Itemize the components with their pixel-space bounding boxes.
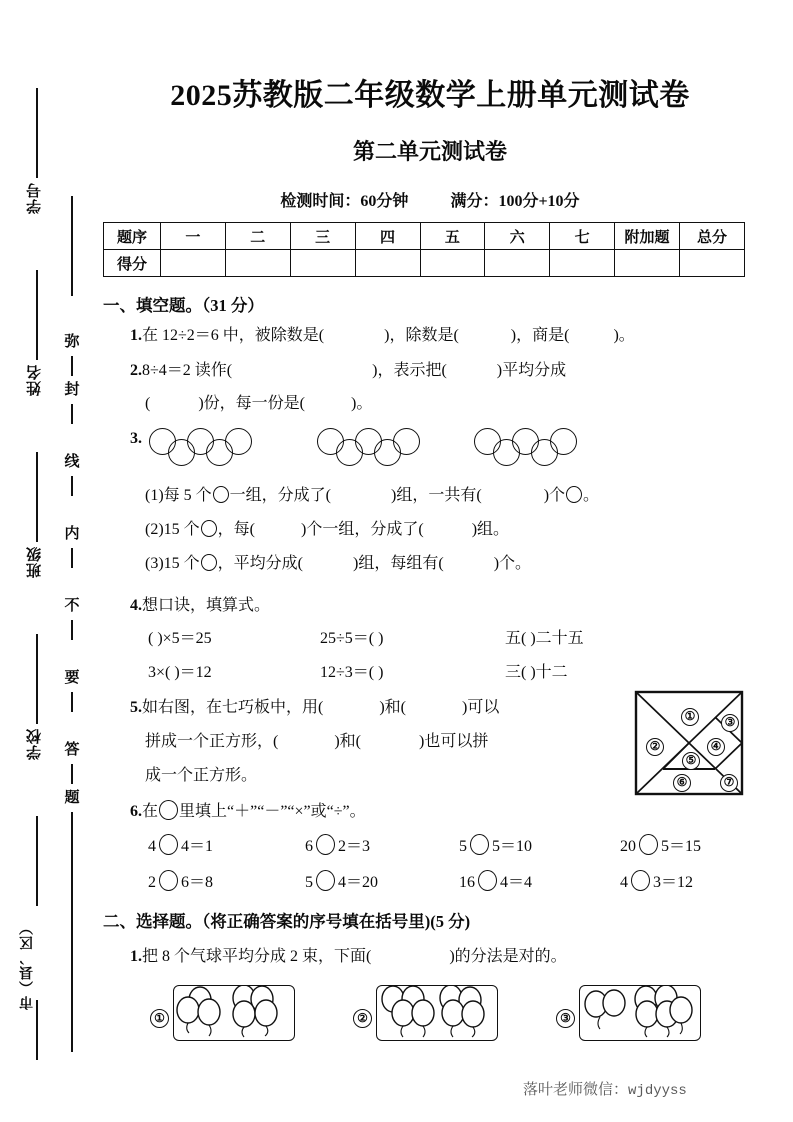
question-1-6-row1-eq2[interactable]: [305, 833, 370, 856]
s2-q1-number: 1.: [130, 948, 142, 965]
q6-r1-e2-left: 6: [305, 838, 313, 855]
question-1-6-row1-eq3[interactable]: [459, 833, 532, 856]
seal-dash-3: [71, 476, 73, 496]
watermark-text: 落叶老师微信：: [523, 1082, 629, 1098]
q3-sub3-d: )个。: [493, 555, 532, 572]
q6-r1-e2-right: 2＝3: [338, 838, 371, 855]
q2-text-b: )，表示把(: [372, 362, 447, 379]
operator-circle[interactable]: [639, 834, 658, 855]
question-2-1: [130, 943, 567, 966]
seal-dash-2: [71, 404, 73, 424]
circle-icon: [201, 520, 217, 537]
q1-number: 1.: [130, 327, 142, 344]
tangram-diagram: [634, 690, 744, 796]
score-table-row-label-2: 得分: [104, 250, 161, 277]
score-col-2: 二: [225, 223, 290, 250]
score-cell-4[interactable]: [355, 250, 420, 277]
q2-line2-b: )份，每一份是(: [198, 395, 305, 412]
operator-circle[interactable]: [631, 870, 650, 891]
q6-heading-b: 里填上“＋”“－”“×”或“÷”。: [179, 803, 366, 820]
score-cell-3[interactable]: [290, 250, 355, 277]
seal-dash-8: [71, 812, 73, 1052]
margin-rule-1: [36, 88, 38, 178]
question-1-4-row2-col2[interactable]: 12÷3＝( ): [320, 664, 384, 681]
q5-line2-b: )和(: [334, 733, 362, 750]
watermark: [523, 1078, 687, 1099]
q1-text-c: )，商是(: [510, 327, 570, 344]
seal-char-1: 封: [64, 382, 80, 398]
q6-r2-e1-left: 2: [148, 874, 156, 891]
choice-label-3: ③: [556, 1009, 575, 1028]
question-1-6-heading: [130, 798, 366, 821]
margin-rule-4: [36, 634, 38, 724]
q4-number: 4.: [130, 597, 142, 614]
tangram-label-6: ⑥: [673, 774, 691, 792]
seal-char-5: 要: [64, 670, 80, 686]
s2-q1-text-a: 把 8 个气球平均分成 2 束，下面(: [142, 948, 372, 965]
margin-rule-3: [36, 452, 38, 542]
margin-rule-2: [36, 270, 38, 360]
q3-sub1-e: 。: [583, 487, 600, 504]
tangram-label-2: ②: [646, 738, 664, 756]
q6-r1-e4-right: 5＝15: [661, 838, 702, 855]
question-1-2-line2: [145, 390, 372, 413]
question-1-6-row1-eq4[interactable]: [620, 833, 701, 856]
score-col-3: 三: [290, 223, 355, 250]
margin-label-xuehao-text: 学号: [27, 182, 43, 214]
tangram-label-5: ⑤: [682, 752, 700, 770]
q3-sub2-a: (2)15 个: [145, 521, 200, 538]
question-1-4-row1-col2[interactable]: 25÷5＝( ): [320, 630, 384, 647]
tangram-label-7: ⑦: [720, 774, 738, 792]
q2-text-c: )平均分成: [496, 362, 567, 379]
score-cell-2[interactable]: [225, 250, 290, 277]
q6-r2-e4-left: 4: [620, 874, 628, 891]
score-col-total: 总分: [680, 223, 745, 250]
margin-label-banji: [24, 546, 54, 578]
q2-line2-a: (: [145, 395, 151, 412]
seal-dash-0: [71, 196, 73, 296]
circle-icon: [566, 486, 582, 503]
q6-r1-e3-left: 5: [459, 838, 467, 855]
question-1-6-row2-eq1[interactable]: [148, 869, 213, 892]
q4-heading-text: 想口诀，填算式。: [142, 597, 271, 614]
q3-sub1-c: )组，一共有(: [391, 487, 482, 504]
score-col-6: 六: [485, 223, 550, 250]
section-2-heading: 二、选择题。（将正确答案的序号填在括号里)(5 分): [103, 912, 471, 931]
balloons-svg-3: [580, 986, 700, 1040]
operator-circle[interactable]: [478, 870, 497, 891]
question-1-6-row2-eq3[interactable]: [459, 869, 532, 892]
q6-r2-e1-right: 6＝8: [181, 874, 214, 891]
q3-sub3-a: (3)15 个: [145, 555, 200, 572]
question-1-6-row1-eq1[interactable]: [148, 833, 213, 856]
q6-r1-e1-right: 4＝1: [181, 838, 214, 855]
q6-r1-e1-left: 4: [148, 838, 156, 855]
margin-rule-5: [36, 816, 38, 906]
score-cell-6[interactable]: [485, 250, 550, 277]
q6-r2-e2-right: 4＝20: [338, 874, 379, 891]
q3-sub2-d: )组。: [471, 521, 510, 538]
score-col-bonus: 附加题: [615, 223, 680, 250]
question-1-3-sub2: [145, 516, 509, 539]
q2-number: 2.: [130, 362, 142, 379]
q5-line1-c: )可以: [462, 699, 500, 716]
question-1-3-number: 3.: [130, 430, 142, 447]
seal-char-4: 不: [64, 598, 80, 614]
score-cell-7[interactable]: [550, 250, 615, 277]
question-1-6-row2-eq4[interactable]: [620, 869, 693, 892]
q6-number: 6.: [130, 803, 142, 820]
question-1-1: [130, 322, 635, 345]
q5-number: 5.: [130, 699, 142, 716]
q3-sub2-b: ，每(: [217, 521, 256, 538]
tangram-label-1: ①: [681, 708, 699, 726]
watermark-id: wjdyyss: [628, 1083, 687, 1099]
margin-label-xingming: [24, 364, 54, 396]
circle-icon: [213, 486, 229, 503]
q6-r2-e4-right: 3＝12: [653, 874, 694, 891]
question-1-4-row1-col1[interactable]: ( )×5＝25: [148, 630, 212, 647]
q5-line1-a: 如右图，在七巧板中，用(: [142, 699, 324, 716]
question-1-3-sub3: [145, 550, 531, 573]
s2-q1-text-b: )的分法是对的。: [449, 948, 567, 965]
question-1-5-line1: [130, 694, 499, 717]
question-1-6-row2-eq2[interactable]: [305, 869, 378, 892]
margin-label-xuexiao-text: 学校: [27, 728, 43, 760]
margin-label-xuehao: [24, 182, 54, 214]
q6-r2-e3-right: 4＝4: [500, 874, 533, 891]
ring-5: [393, 428, 420, 455]
q3-sub1-b: 一组，分成了(: [229, 487, 332, 504]
score-col-1: 一: [161, 223, 226, 250]
circle-icon: [201, 554, 217, 571]
choice-box-3: [579, 985, 701, 1041]
q3-sub2-c: )个一组，分成了(: [301, 521, 424, 538]
q5-line2-c: )也可以拼: [419, 733, 489, 750]
margin-label-shiquxian-text: 市（县、区）: [20, 920, 35, 1010]
score-cell-5[interactable]: [420, 250, 485, 277]
choice-box-1: [173, 985, 295, 1041]
question-1-4-row1-col3[interactable]: 五( )二十五: [505, 630, 584, 647]
question-1-4-row2-col3[interactable]: 三( )十二: [505, 664, 568, 681]
score-table-row-label-1: 题序: [104, 223, 161, 250]
score-cell-bonus[interactable]: [615, 250, 680, 277]
ring-group-2: [317, 428, 435, 468]
margin-label-shiquxian: [18, 920, 58, 1010]
margin-label-xingming-text: 姓名: [27, 364, 43, 396]
score-col-4: 四: [355, 223, 420, 250]
choice-box-2: [376, 985, 498, 1041]
page-subtitle: 第二单元测试卷: [352, 139, 507, 164]
ring-5: [550, 428, 577, 455]
ring-5: [225, 428, 252, 455]
circle-icon: [159, 800, 178, 820]
score-col-7: 七: [550, 223, 615, 250]
q3-sub3-c: )组，每组有(: [353, 555, 444, 572]
q3-sub1-d: )个: [543, 487, 566, 504]
q6-r1-e4-left: 20: [620, 838, 636, 855]
operator-circle[interactable]: [159, 834, 178, 855]
question-1-5-line2: [145, 728, 488, 751]
q1-text-d: )。: [613, 327, 635, 344]
choice-label-1: ①: [150, 1009, 169, 1028]
balloons-svg-2: [377, 986, 497, 1040]
margin-label-banji-text: 班级: [27, 546, 43, 578]
exam-time-label: 检测时间：60分钟: [280, 193, 409, 210]
q6-r1-e3-right: 5＝10: [492, 838, 533, 855]
question-1-5-line3: 成一个正方形。: [145, 767, 258, 784]
q6-heading-a: 在: [142, 803, 159, 820]
ring-group-3: [474, 428, 592, 468]
score-cell-1[interactable]: [161, 250, 226, 277]
tangram-label-4: ④: [707, 738, 725, 756]
q2-line2-c: )。: [351, 395, 373, 412]
section-1-heading: 一、填空题。（31 分）: [103, 296, 264, 315]
choice-label-2: ②: [353, 1009, 372, 1028]
table-row-scores: [104, 250, 745, 277]
score-cell-total[interactable]: [680, 250, 745, 277]
operator-circle[interactable]: [159, 870, 178, 891]
q3-sub3-b: ，平均分成(: [217, 555, 304, 572]
margin-label-xuexiao: [24, 728, 54, 760]
full-score-label: 满分：100分+10分: [450, 193, 580, 210]
seal-char-0: 弥: [64, 334, 80, 350]
q3-sub1-a: (1)每 5 个: [145, 487, 212, 504]
q6-r2-e3-left: 16: [459, 874, 475, 891]
page-title: 2025苏教版二年级数学上册单元测试卷: [170, 79, 690, 112]
q5-line1-b: )和(: [379, 699, 407, 716]
question-1-4-row2-col1[interactable]: 3×( )＝12: [148, 664, 212, 681]
seal-char-6: 答: [64, 742, 80, 758]
balloons-svg-1: [174, 986, 294, 1040]
exam-info-line: [100, 188, 760, 211]
q1-text-a: 在 12÷2＝6 中，被除数是(: [142, 327, 325, 344]
q2-text-a: 8÷4＝2 读作(: [142, 362, 233, 379]
question-1-4-heading: [130, 592, 270, 615]
question-1-2-line1: [130, 357, 566, 380]
q1-text-b: )，除数是(: [384, 327, 459, 344]
seal-dash-4: [71, 548, 73, 568]
operator-circle[interactable]: [316, 834, 335, 855]
seal-char-3: 内: [64, 526, 80, 542]
seal-dash-7: [71, 764, 73, 784]
ring-group-1: [149, 428, 267, 468]
seal-char-2: 线: [64, 454, 80, 470]
q6-r2-e2-left: 5: [305, 874, 313, 891]
score-table: [103, 222, 745, 277]
seal-dash-5: [71, 620, 73, 640]
score-col-5: 五: [420, 223, 485, 250]
seal-char-7: 题: [64, 790, 80, 806]
seal-margin: [0, 0, 100, 1122]
question-1-3-sub1: [145, 482, 599, 505]
operator-circle[interactable]: [316, 870, 335, 891]
seal-dash-1: [71, 356, 73, 376]
table-row-header: [104, 223, 745, 250]
tangram-label-3: ③: [721, 714, 739, 732]
q5-line2-a: 拼成一个正方形，(: [145, 733, 279, 750]
operator-circle[interactable]: [470, 834, 489, 855]
seal-dash-6: [71, 692, 73, 712]
